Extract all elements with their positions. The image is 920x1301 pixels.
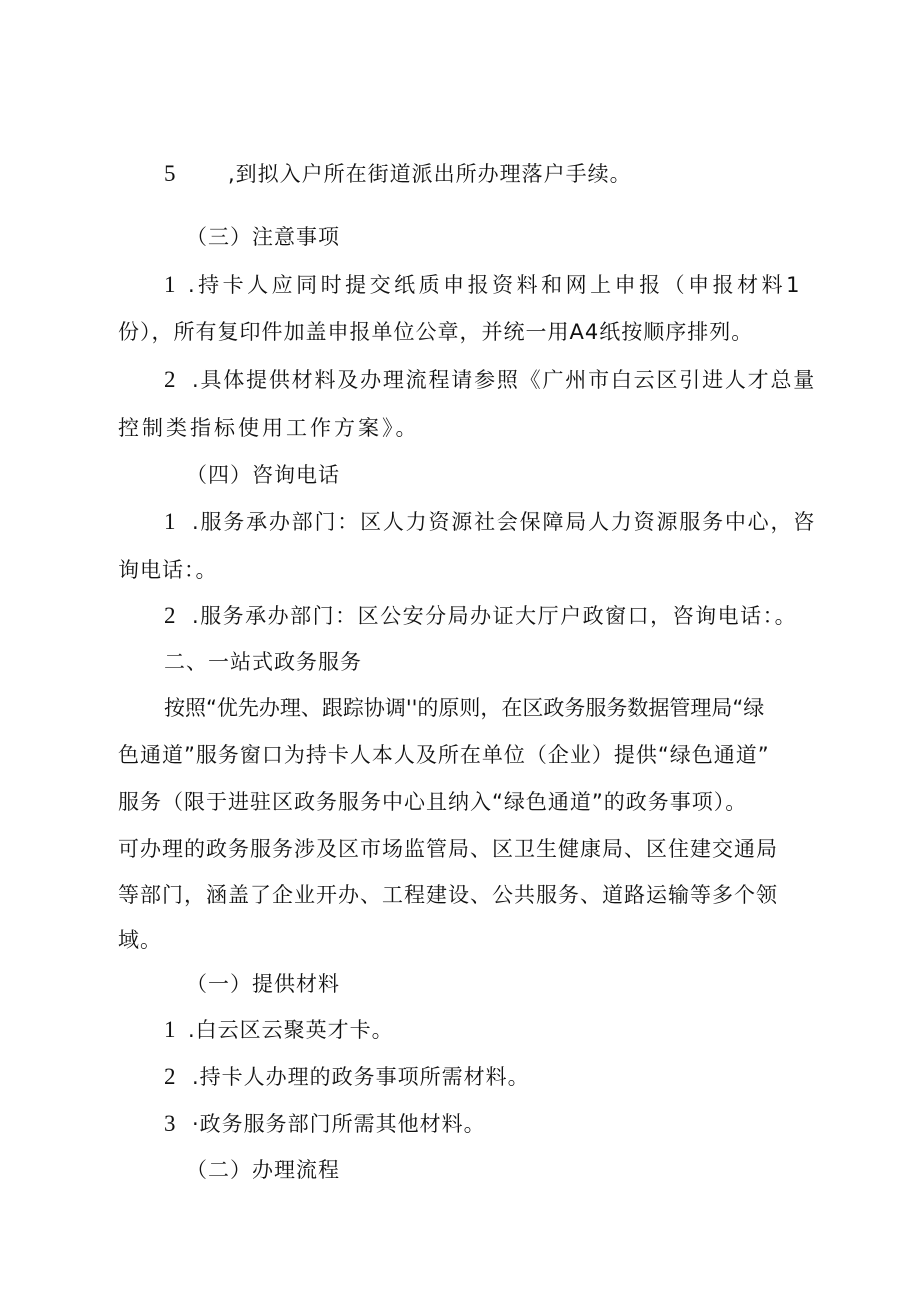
line-text: 份），所有复印件加盖申报单位公章，并统一用A4纸按顺序排列。 — [118, 320, 754, 344]
list-number: 2 — [164, 367, 176, 392]
line-text: 控制类指标使用工作方案》。 — [118, 416, 420, 440]
line-text: 域。 — [118, 928, 162, 952]
line-text: 服务（限于进驻区政务服务中心且纳入“绿色通道”的政务事项）。 — [118, 790, 748, 814]
list-number: 1 — [164, 272, 176, 297]
line-text: 按照“优先办理、跟踪协调''的原则，在区政务服务数据管理局“绿 — [164, 696, 765, 720]
line-text: （一）提供材料 — [186, 972, 340, 996]
list-number: 1 — [164, 1017, 176, 1042]
line-text: ,到拟入户所在街道派出所办理落户手续。 — [228, 162, 632, 186]
list-number: 3 — [164, 1111, 176, 1136]
list-number: 1 — [164, 509, 176, 534]
line-text: 可办理的政务服务涉及区市场监管局、区卫生健康局、区住建交通局 — [118, 837, 778, 861]
line-text: 色通道”服务窗口为持卡人本人及所在单位（企业）提供“绿色通道” — [118, 743, 770, 767]
line-text: .服务承办部门：区人力资源社会保障局人力资源服务中心，咨 — [192, 510, 817, 534]
line-text: .持卡人应同时提交纸质申报资料和网上申报（申报材料1 — [188, 273, 804, 297]
line-text: .服务承办部门：区公安分局办证大厅户政窗口，咨询电话：。 — [192, 604, 798, 628]
line-text: ·政务服务部门所需其他材料。 — [192, 1112, 486, 1136]
list-number: 5 — [164, 161, 176, 186]
line-text: （三）注意事项 — [186, 225, 340, 249]
list-number: 2 — [164, 1064, 176, 1089]
line-text: 二、一站式政务服务 — [164, 650, 362, 674]
line-text: （四）咨询电话 — [186, 463, 340, 487]
line-text: .具体提供材料及办理流程请参照《广州市白云区引进人才总量 — [192, 368, 817, 392]
line-text: （二）办理流程 — [186, 1158, 340, 1182]
list-number: 2 — [164, 603, 176, 628]
line-text: 询电话：。 — [118, 558, 218, 582]
line-text: 等部门，涵盖了企业开办、工程建设、公共服务、道路运输等多个领 — [118, 883, 778, 907]
line-text: .持卡人办理的政务事项所需材料。 — [192, 1065, 530, 1089]
line-text: .白云区云聚英才卡。 — [188, 1018, 394, 1042]
